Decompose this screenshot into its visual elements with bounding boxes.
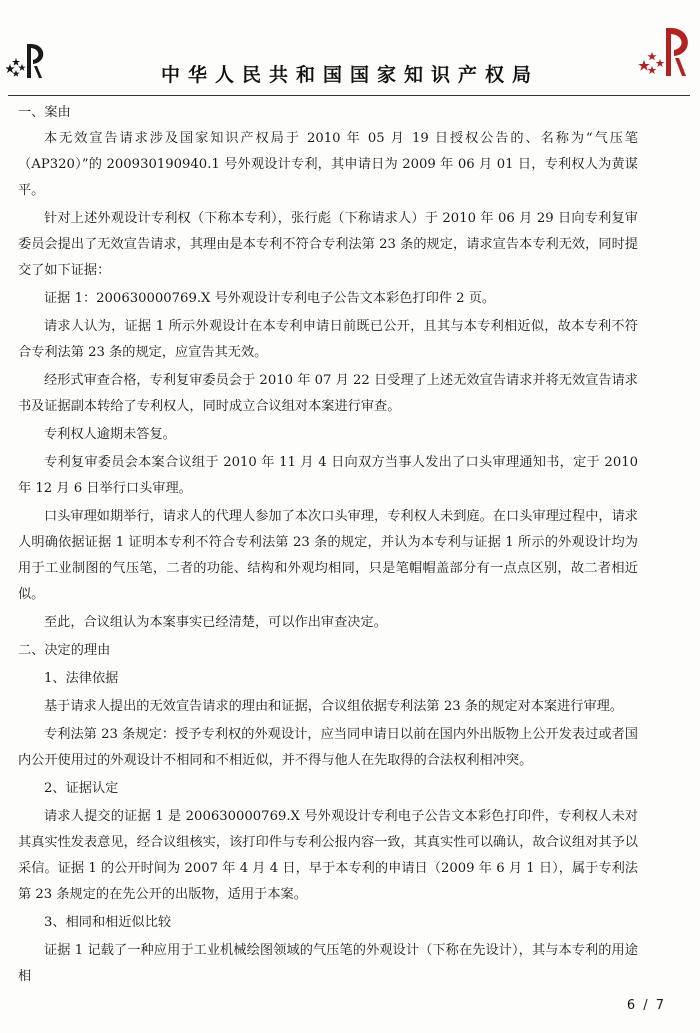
- subsection-heading: 2、证据认定: [44, 781, 119, 796]
- paragraph: 针对上述外观设计专利权（下称本专利），张行彪（下称请求人）于 2010 年 06 月 29 日向专利复审委员会提出了无效宣告请求，其理由是本专利不符合专利法第 23 条的规定，请求宣告本专利无效，同时提交了如下证据：: [18, 211, 638, 278]
- paragraph: 基于请求人提出的无效宣告请求的理由和证据，合议组依据专利法第 23 条的规定对本案进行审理。: [44, 699, 624, 714]
- paragraph: 请求人认为，证据 1 所示外观设计在本专利申请日前既已公开，且其与本专利相近似，故本专利不符合专利法第 23 条的规定，应宣告其无效。: [18, 319, 638, 360]
- paragraph: 专利复审委员会本案合议组于 2010 年 11 月 4 日向双方当事人发出了口头审理通知书，定于 2010 年 12 月 6 日举行口头审理。: [18, 455, 638, 496]
- subsection-heading: 1、法律依据: [44, 671, 119, 686]
- subsection-heading: 3、相同和相近似比较: [44, 915, 172, 930]
- paragraph: 经形式审查合格，专利复审委员会于 2010 年 07 月 22 日受理了上述无效宣告请求并将无效宣告请求书及证据副本转给了专利权人，同时成立合议组对本案进行审查。: [18, 373, 638, 414]
- office-title: 中华人民共和国国家知识产权局: [160, 64, 539, 86]
- section-heading: 一、案由: [18, 105, 71, 120]
- paragraph: 请求人提交的证据 1 是 200630000769.X 号外观设计专利电子公告文本彩色打印件，专利权人未对其真实性发表意见，经合议组核实，该打印件与专利公报内容一致，其真实性可以确认，故合议组对其予以采信。证据 1 的公开时间为 2007 年 4 月 4 日，早于本专利的申请日（2009 年 6 月 1 日），属于专利法第 23 条规定的在先公开的出版物，适用于本案。: [18, 809, 638, 902]
- document-header: [0, 0, 700, 98]
- page-number: 6 / 7: [626, 998, 666, 1013]
- paragraph: 专利权人逾期未答复。: [44, 427, 176, 442]
- paragraph: 本无效宣告请求涉及国家知识产权局于 2010 年 05 月 19 日授权公告的、名称为“气压笔（AP320）”的 200930190940.1 号外观设计专利，其申请日为 2009 年 06 月 01 日，专利权人为黄谋平。: [18, 131, 638, 198]
- paragraph: 口头审理如期举行，请求人的代理人参加了本次口头审理，专利权人未到庭。在口头审理过程中，请求人明确依据证据 1 证明本专利不符合专利法第 23 条的规定，并认为本专利与证据 1 所示的外观设计均为用于工业制图的气压笔，二者的功能、结构和外观均相同，只是笔帽帽盖部分有一点点区别，故二者相近似。: [18, 509, 638, 602]
- paragraph: 至此，合议组认为本案事实已经清楚，可以作出审查决定。: [44, 615, 387, 630]
- paragraph: 证据 1 记载了一种应用于工业机械绘图领域的气压笔的外观设计（下称在先设计），其与本专利的用途相: [18, 943, 638, 984]
- header-divider: [8, 95, 690, 96]
- section-heading: 二、决定的理由: [18, 643, 111, 658]
- paragraph: 证据 1：200630000769.X 号外观设计专利电子公告文本彩色打印件 2 页。: [44, 291, 496, 306]
- document-body: [18, 100, 638, 990]
- paragraph: 专利法第 23 条规定：授予专利权的外观设计，应当同申请日以前在国内外出版物上公开发表过或者国内公开使用过的外观设计不相同和不相近似，并不得与他人在先取得的合法权利相冲突。: [18, 727, 638, 768]
